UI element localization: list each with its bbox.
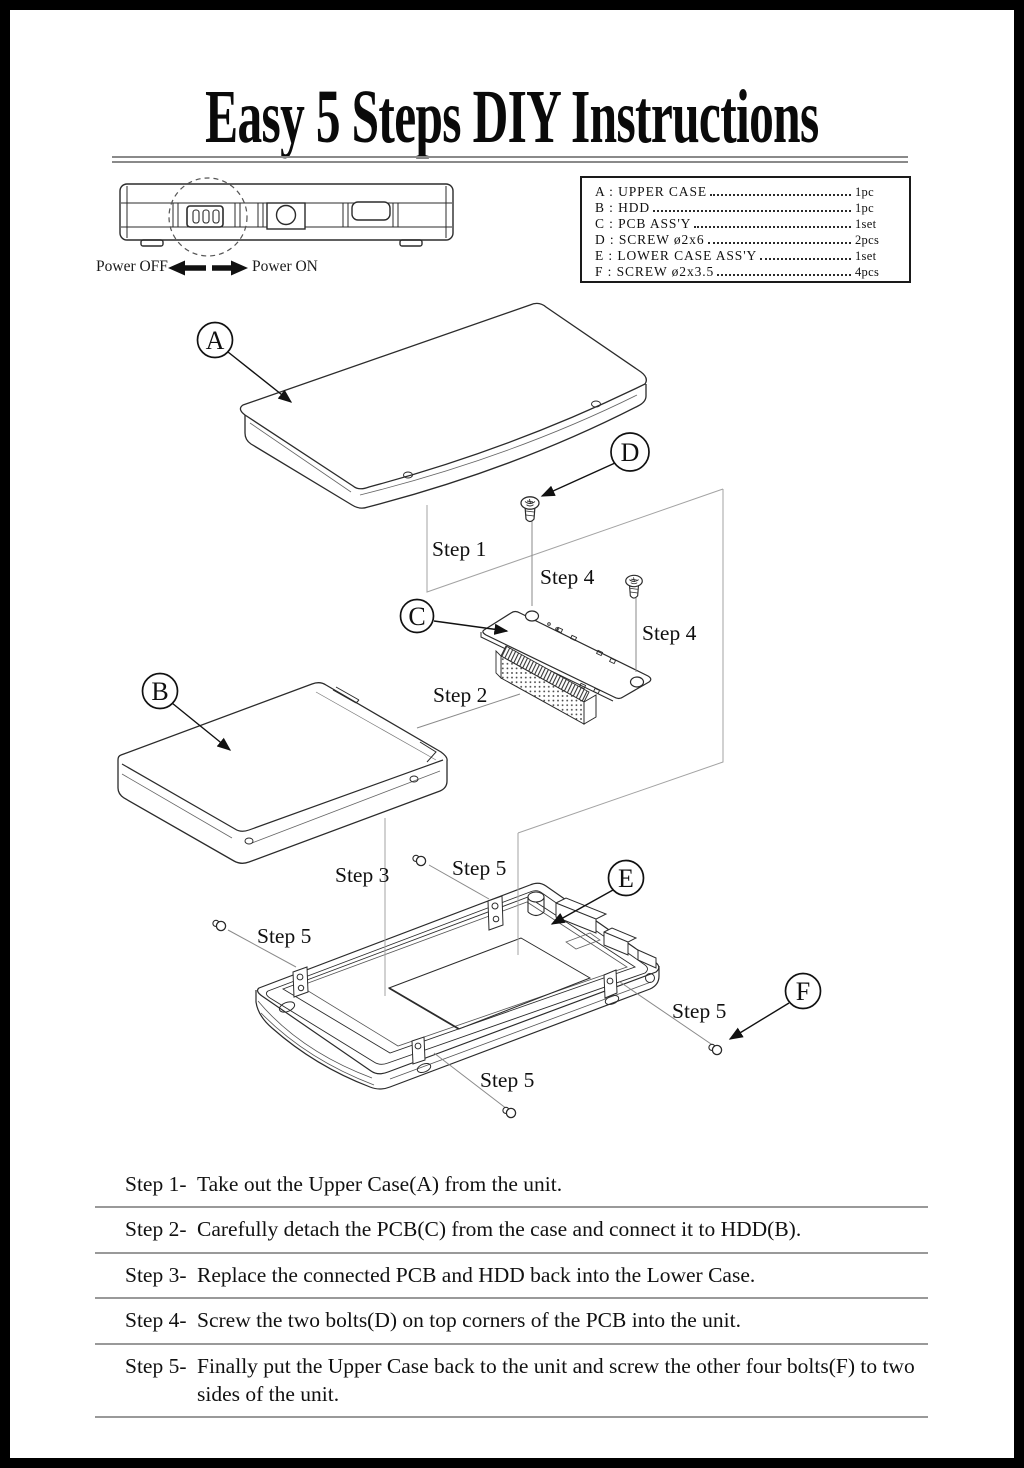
screw-d-1	[521, 497, 539, 522]
step5-label-right: Step 5	[672, 999, 727, 1023]
power-direction-arrows	[168, 261, 248, 276]
svg-text:E: E	[618, 864, 634, 893]
instruction-text: Finally put the Upper Case back to the unit and screw the other four bolts(F) to two sides of the unit.	[197, 1353, 915, 1406]
screw-f-1	[413, 855, 426, 865]
part-label-a	[198, 323, 233, 358]
step4-label-1: Step 4	[540, 565, 595, 589]
step1-label: Step 1	[432, 537, 487, 561]
power-off-label: Power OFF	[96, 258, 168, 275]
step3-label: Step 3	[335, 863, 390, 887]
screw-f-2	[213, 920, 226, 930]
part-name: B : HDD	[595, 200, 651, 215]
device-side-view	[120, 178, 453, 256]
part-label-d	[611, 433, 649, 471]
step5-label-left: Step 5	[257, 924, 312, 948]
part-qty: 1set	[855, 249, 877, 263]
instruction-text: Carefully detach the PCB(C) from the case and connect it to HDD(B).	[197, 1217, 802, 1242]
screw-d-2	[626, 575, 643, 598]
part-qty: 2pcs	[855, 233, 880, 247]
screw-f-3	[709, 1044, 722, 1054]
pcb-drawing	[481, 611, 651, 724]
part-name: D : SCREW ø2x6	[595, 232, 705, 247]
step5-label-bottom: Step 5	[480, 1068, 535, 1092]
instruction-step-label: Step 2-	[125, 1217, 187, 1242]
port-cutout	[352, 202, 390, 220]
step5-label-top: Step 5	[452, 856, 507, 880]
instruction-step-label: Step 1-	[125, 1172, 187, 1196]
lower-case-drawing	[256, 883, 659, 1089]
part-label-e	[609, 861, 644, 896]
part-name: A : UPPER CASE	[595, 184, 708, 199]
svg-text:D: D	[620, 438, 640, 467]
hdd-drawing	[118, 683, 447, 864]
page-title-text: Easy 5 Steps DIY Instructions	[205, 75, 819, 159]
power-switch	[187, 206, 223, 227]
upper-case-drawing	[240, 303, 646, 508]
screw-f-4	[503, 1107, 516, 1117]
instruction-step-label: Step 4-	[125, 1308, 187, 1333]
part-label-c	[401, 600, 434, 633]
step2-label: Step 2	[433, 683, 488, 707]
step4-label-2: Step 4	[642, 621, 697, 645]
arrow-left-icon	[168, 261, 206, 276]
power-button	[267, 203, 305, 229]
svg-text:B: B	[151, 677, 169, 706]
part-label-b	[143, 674, 178, 709]
instruction-text: Screw the two bolts(D) on top corners of the PCB into the unit.	[197, 1308, 741, 1333]
svg-text:C: C	[408, 602, 426, 631]
instruction-step-label: Step 3-	[125, 1262, 187, 1287]
part-name: F : SCREW ø2x3.5	[595, 264, 715, 279]
part-qty: 4pcs	[855, 265, 880, 279]
instruction-step-label: Step 5-	[125, 1353, 187, 1378]
part-qty: 1set	[855, 217, 877, 231]
part-qty: 1pc	[855, 201, 874, 215]
part-label-f	[786, 974, 821, 1009]
svg-text:A: A	[205, 326, 225, 355]
part-qty: 1pc	[855, 185, 874, 199]
instruction-text: Take out the Upper Case(A) from the unit.	[197, 1172, 563, 1196]
part-name: C : PCB ASS'Y	[595, 216, 692, 231]
instruction-text: Replace the connected PCB and HDD back into the Lower Case.	[197, 1262, 756, 1287]
arrow-right-icon	[212, 261, 248, 276]
power-on-label: Power ON	[252, 258, 318, 275]
svg-text:F: F	[795, 977, 811, 1006]
part-name: E : LOWER CASE ASS'Y	[595, 248, 758, 263]
